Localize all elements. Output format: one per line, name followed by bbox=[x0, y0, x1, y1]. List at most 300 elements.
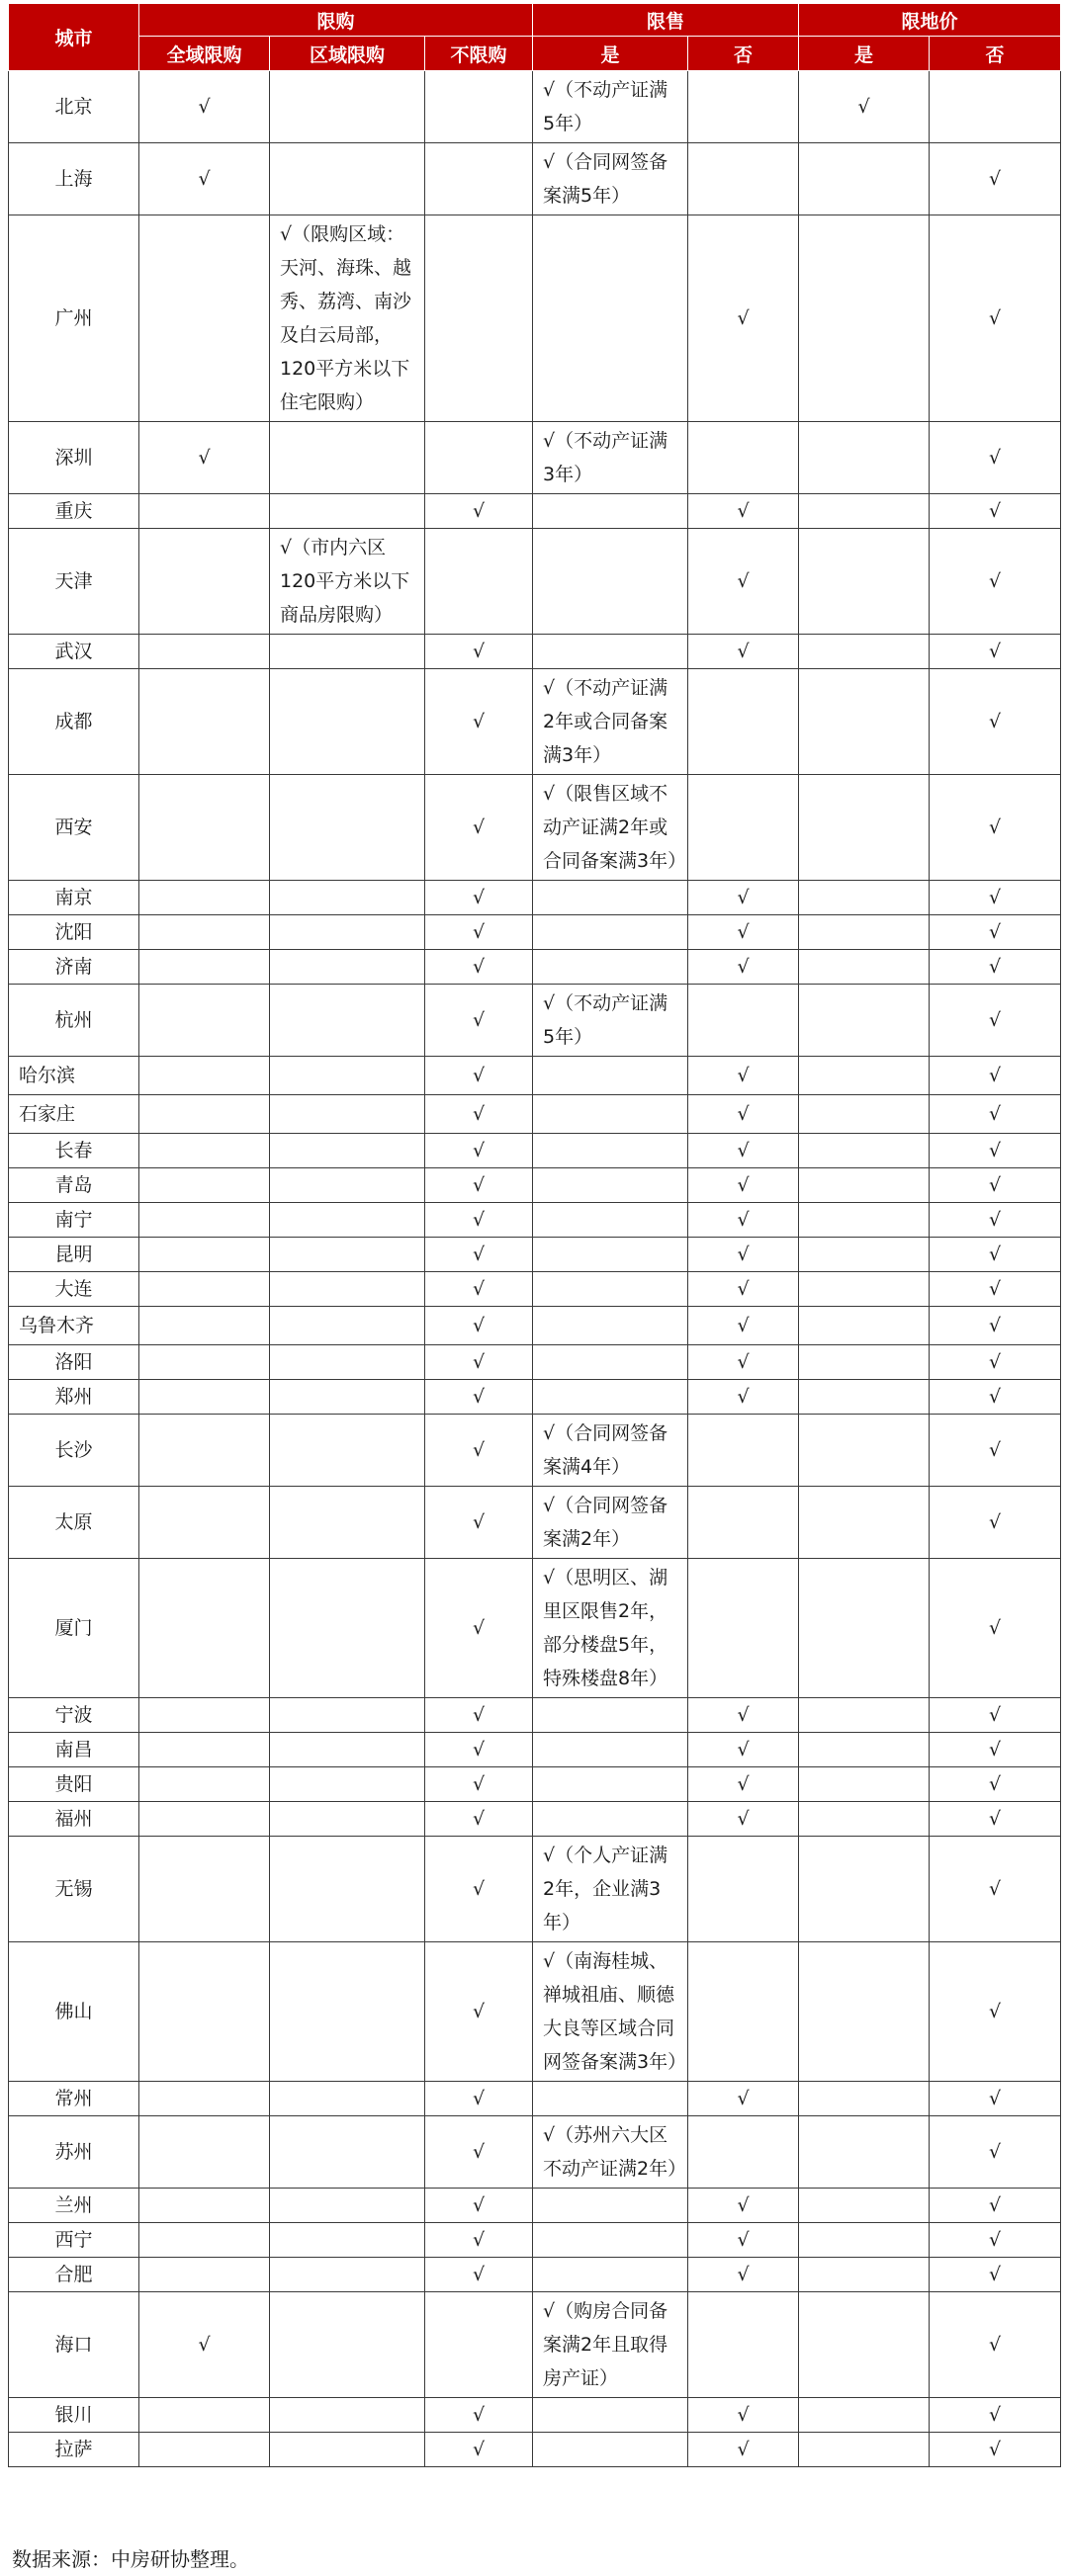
full-area-cell bbox=[139, 215, 270, 422]
partial-area-cell bbox=[270, 915, 425, 950]
full-area-cell bbox=[139, 1380, 270, 1415]
sale-limit-no-cell: √ bbox=[688, 2258, 799, 2292]
partial-area-cell bbox=[270, 2258, 425, 2292]
city-cell: 北京 bbox=[9, 71, 139, 143]
sale-limit-no-cell bbox=[688, 669, 799, 775]
header-purchase-limit: 限购 bbox=[139, 4, 533, 37]
land-limit-no-cell: √ bbox=[930, 985, 1061, 1057]
sale-limit-no-cell bbox=[688, 1415, 799, 1487]
no-limit-cell: √ bbox=[425, 1203, 533, 1238]
sale-limit-yes-cell bbox=[533, 215, 688, 422]
land-limit-no-cell: √ bbox=[930, 2433, 1061, 2467]
header-partial-area: 区域限购 bbox=[270, 37, 425, 71]
table-row bbox=[9, 1942, 1061, 2082]
sale-limit-no-cell: √ bbox=[688, 1802, 799, 1837]
partial-area-cell bbox=[270, 1559, 425, 1698]
sale-limit-no-cell: √ bbox=[688, 1345, 799, 1380]
sale-limit-no-cell: √ bbox=[688, 529, 799, 635]
full-area-cell bbox=[139, 915, 270, 950]
sale-limit-yes-cell bbox=[533, 1238, 688, 1272]
no-limit-cell bbox=[425, 529, 533, 635]
sale-limit-yes-cell: √（合同网签备案满2年） bbox=[533, 1487, 688, 1559]
table-row bbox=[9, 1837, 1061, 1942]
table-row bbox=[9, 915, 1061, 950]
full-area-cell bbox=[139, 2082, 270, 2116]
sale-limit-no-cell: √ bbox=[688, 215, 799, 422]
sale-limit-no-cell: √ bbox=[688, 1203, 799, 1238]
city-cell: 佛山 bbox=[9, 1942, 139, 2082]
table-row bbox=[9, 1095, 1061, 1134]
partial-area-cell bbox=[270, 2082, 425, 2116]
header-full-area: 全域限购 bbox=[139, 37, 270, 71]
sale-limit-yes-cell bbox=[533, 1380, 688, 1415]
sale-limit-no-cell: √ bbox=[688, 1698, 799, 1733]
no-limit-cell: √ bbox=[425, 1057, 533, 1095]
sale-limit-yes-cell bbox=[533, 1095, 688, 1134]
sale-limit-yes-cell bbox=[533, 2433, 688, 2467]
table-row bbox=[9, 950, 1061, 985]
land-limit-no-cell: √ bbox=[930, 1095, 1061, 1134]
sale-limit-yes-cell bbox=[533, 2223, 688, 2258]
city-cell: 广州 bbox=[9, 215, 139, 422]
no-limit-cell: √ bbox=[425, 2082, 533, 2116]
sale-limit-yes-cell bbox=[533, 2082, 688, 2116]
city-cell: 银川 bbox=[9, 2398, 139, 2433]
table-row bbox=[9, 1380, 1061, 1415]
partial-area-cell bbox=[270, 1802, 425, 1837]
land-limit-no-cell: √ bbox=[930, 1345, 1061, 1380]
sale-limit-no-cell: √ bbox=[688, 1134, 799, 1168]
no-limit-cell: √ bbox=[425, 635, 533, 669]
no-limit-cell: √ bbox=[425, 2223, 533, 2258]
city-cell: 青岛 bbox=[9, 1168, 139, 1203]
sale-limit-yes-cell: √（购房合同备案满2年且取得房产证） bbox=[533, 2292, 688, 2398]
sale-limit-yes-cell bbox=[533, 1767, 688, 1802]
partial-area-cell bbox=[270, 494, 425, 529]
table-row bbox=[9, 529, 1061, 635]
land-limit-no-cell: √ bbox=[930, 2258, 1061, 2292]
full-area-cell bbox=[139, 2398, 270, 2433]
no-limit-cell: √ bbox=[425, 950, 533, 985]
table-row bbox=[9, 1698, 1061, 1733]
land-limit-yes-cell bbox=[799, 1487, 930, 1559]
city-cell: 宁波 bbox=[9, 1698, 139, 1733]
city-cell: 长春 bbox=[9, 1134, 139, 1168]
table-row bbox=[9, 215, 1061, 422]
land-limit-yes-cell bbox=[799, 1942, 930, 2082]
sale-limit-no-cell bbox=[688, 2116, 799, 2189]
sale-limit-no-cell: √ bbox=[688, 635, 799, 669]
city-cell: 贵阳 bbox=[9, 1767, 139, 1802]
sale-limit-yes-cell bbox=[533, 2398, 688, 2433]
land-limit-yes-cell bbox=[799, 635, 930, 669]
partial-area-cell bbox=[270, 2398, 425, 2433]
land-limit-yes-cell bbox=[799, 1272, 930, 1307]
table-row bbox=[9, 2189, 1061, 2223]
sale-limit-yes-cell bbox=[533, 2189, 688, 2223]
sale-limit-yes-cell: √（思明区、湖里区限售2年，部分楼盘5年，特殊楼盘8年） bbox=[533, 1559, 688, 1698]
partial-area-cell bbox=[270, 881, 425, 915]
land-limit-yes-cell bbox=[799, 529, 930, 635]
table-row bbox=[9, 669, 1061, 775]
city-cell: 合肥 bbox=[9, 2258, 139, 2292]
sale-limit-yes-cell bbox=[533, 1698, 688, 1733]
sale-limit-no-cell bbox=[688, 1487, 799, 1559]
land-limit-yes-cell bbox=[799, 915, 930, 950]
sale-limit-yes-cell: √（不动产证满2年或合同备案满3年） bbox=[533, 669, 688, 775]
partial-area-cell: √（限购区域：天河、海珠、越秀、荔湾、南沙及白云局部，120平方米以下住宅限购） bbox=[270, 215, 425, 422]
sale-limit-yes-cell bbox=[533, 635, 688, 669]
sale-limit-yes-cell bbox=[533, 2258, 688, 2292]
city-housing-policy-table bbox=[8, 3, 1061, 2467]
land-limit-yes-cell bbox=[799, 669, 930, 775]
data-source-note: 数据来源：中房研协整理。 bbox=[12, 2547, 249, 2571]
sale-limit-no-cell: √ bbox=[688, 2433, 799, 2467]
land-limit-no-cell: √ bbox=[930, 1057, 1061, 1095]
sale-limit-yes-cell: √（南海桂城、禅城祖庙、顺德大良等区域合同网签备案满3年） bbox=[533, 1942, 688, 2082]
land-limit-no-cell: √ bbox=[930, 1487, 1061, 1559]
land-limit-no-cell: √ bbox=[930, 1942, 1061, 2082]
land-limit-no-cell: √ bbox=[930, 1698, 1061, 1733]
land-limit-no-cell: √ bbox=[930, 1238, 1061, 1272]
full-area-cell: √ bbox=[139, 422, 270, 494]
full-area-cell bbox=[139, 1767, 270, 1802]
no-limit-cell: √ bbox=[425, 1307, 533, 1345]
full-area-cell bbox=[139, 985, 270, 1057]
city-cell: 济南 bbox=[9, 950, 139, 985]
land-limit-no-cell: √ bbox=[930, 2398, 1061, 2433]
partial-area-cell bbox=[270, 985, 425, 1057]
no-limit-cell: √ bbox=[425, 775, 533, 881]
no-limit-cell bbox=[425, 143, 533, 215]
land-limit-yes-cell bbox=[799, 2292, 930, 2398]
partial-area-cell bbox=[270, 1134, 425, 1168]
sale-limit-yes-cell bbox=[533, 1168, 688, 1203]
sale-limit-yes-cell: √（限售区域不动产证满2年或合同备案满3年） bbox=[533, 775, 688, 881]
land-limit-no-cell bbox=[930, 71, 1061, 143]
sale-limit-no-cell: √ bbox=[688, 1380, 799, 1415]
land-limit-no-cell: √ bbox=[930, 669, 1061, 775]
table-row bbox=[9, 1345, 1061, 1380]
land-limit-yes-cell bbox=[799, 2258, 930, 2292]
full-area-cell bbox=[139, 1095, 270, 1134]
sale-limit-yes-cell: √（合同网签备案满5年） bbox=[533, 143, 688, 215]
header-no-limit: 不限购 bbox=[425, 37, 533, 71]
land-limit-yes-cell bbox=[799, 1168, 930, 1203]
land-limit-no-cell: √ bbox=[930, 1272, 1061, 1307]
table-row bbox=[9, 1733, 1061, 1767]
no-limit-cell: √ bbox=[425, 1837, 533, 1942]
no-limit-cell: √ bbox=[425, 1095, 533, 1134]
no-limit-cell: √ bbox=[425, 2116, 533, 2189]
land-limit-no-cell: √ bbox=[930, 2082, 1061, 2116]
city-cell: 西安 bbox=[9, 775, 139, 881]
full-area-cell bbox=[139, 2223, 270, 2258]
land-limit-no-cell: √ bbox=[930, 1380, 1061, 1415]
partial-area-cell bbox=[270, 1733, 425, 1767]
no-limit-cell bbox=[425, 215, 533, 422]
city-cell: 兰州 bbox=[9, 2189, 139, 2223]
city-cell: 厦门 bbox=[9, 1559, 139, 1698]
full-area-cell bbox=[139, 1837, 270, 1942]
city-cell: 南昌 bbox=[9, 1733, 139, 1767]
land-limit-yes-cell bbox=[799, 1203, 930, 1238]
partial-area-cell bbox=[270, 1272, 425, 1307]
city-cell: 长沙 bbox=[9, 1415, 139, 1487]
partial-area-cell bbox=[270, 1380, 425, 1415]
partial-area-cell bbox=[270, 1095, 425, 1134]
land-limit-yes-cell bbox=[799, 1095, 930, 1134]
sale-limit-yes-cell: √（不动产证满5年） bbox=[533, 985, 688, 1057]
city-cell: 南京 bbox=[9, 881, 139, 915]
city-cell: 西宁 bbox=[9, 2223, 139, 2258]
table-row bbox=[9, 1559, 1061, 1698]
land-limit-no-cell: √ bbox=[930, 1733, 1061, 1767]
no-limit-cell: √ bbox=[425, 1168, 533, 1203]
land-limit-no-cell: √ bbox=[930, 494, 1061, 529]
sale-limit-no-cell: √ bbox=[688, 2398, 799, 2433]
sale-limit-yes-cell: √（苏州六大区不动产证满2年） bbox=[533, 2116, 688, 2189]
land-limit-no-cell: √ bbox=[930, 1559, 1061, 1698]
city-cell: 乌鲁木齐 bbox=[9, 1307, 139, 1345]
full-area-cell bbox=[139, 1307, 270, 1345]
no-limit-cell: √ bbox=[425, 1487, 533, 1559]
full-area-cell bbox=[139, 1559, 270, 1698]
table-header bbox=[9, 4, 1061, 71]
no-limit-cell bbox=[425, 71, 533, 143]
city-cell: 天津 bbox=[9, 529, 139, 635]
sale-limit-no-cell: √ bbox=[688, 1733, 799, 1767]
land-limit-yes-cell bbox=[799, 1415, 930, 1487]
land-limit-yes-cell bbox=[799, 1767, 930, 1802]
no-limit-cell: √ bbox=[425, 1380, 533, 1415]
full-area-cell bbox=[139, 1345, 270, 1380]
land-limit-no-cell: √ bbox=[930, 1802, 1061, 1837]
full-area-cell bbox=[139, 1238, 270, 1272]
city-cell: 杭州 bbox=[9, 985, 139, 1057]
partial-area-cell bbox=[270, 1203, 425, 1238]
table-body bbox=[9, 71, 1061, 2467]
sale-limit-yes-cell bbox=[533, 1733, 688, 1767]
sale-limit-no-cell: √ bbox=[688, 1307, 799, 1345]
city-cell: 成都 bbox=[9, 669, 139, 775]
full-area-cell bbox=[139, 950, 270, 985]
table-row bbox=[9, 2116, 1061, 2189]
no-limit-cell: √ bbox=[425, 1733, 533, 1767]
full-area-cell bbox=[139, 1203, 270, 1238]
no-limit-cell: √ bbox=[425, 1345, 533, 1380]
land-limit-yes-cell bbox=[799, 1698, 930, 1733]
sale-limit-no-cell: √ bbox=[688, 2082, 799, 2116]
city-cell: 哈尔滨 bbox=[9, 1057, 139, 1095]
city-cell: 重庆 bbox=[9, 494, 139, 529]
no-limit-cell: √ bbox=[425, 2189, 533, 2223]
city-cell: 武汉 bbox=[9, 635, 139, 669]
land-limit-yes-cell bbox=[799, 985, 930, 1057]
sale-limit-yes-cell bbox=[533, 1057, 688, 1095]
header-land-price-limit: 限地价 bbox=[799, 4, 1061, 37]
table-row bbox=[9, 1487, 1061, 1559]
land-limit-yes-cell bbox=[799, 1345, 930, 1380]
sale-limit-no-cell: √ bbox=[688, 915, 799, 950]
partial-area-cell bbox=[270, 1345, 425, 1380]
land-limit-yes-cell bbox=[799, 2223, 930, 2258]
land-limit-no-cell: √ bbox=[930, 1415, 1061, 1487]
table-row bbox=[9, 1415, 1061, 1487]
full-area-cell bbox=[139, 1487, 270, 1559]
full-area-cell bbox=[139, 2258, 270, 2292]
city-cell: 拉萨 bbox=[9, 2433, 139, 2467]
land-limit-yes-cell bbox=[799, 775, 930, 881]
partial-area-cell bbox=[270, 775, 425, 881]
land-limit-yes-cell bbox=[799, 1238, 930, 1272]
partial-area-cell bbox=[270, 2433, 425, 2467]
partial-area-cell bbox=[270, 1767, 425, 1802]
sale-limit-no-cell bbox=[688, 1559, 799, 1698]
sale-limit-no-cell: √ bbox=[688, 1168, 799, 1203]
table-row bbox=[9, 1134, 1061, 1168]
sale-limit-no-cell bbox=[688, 2292, 799, 2398]
full-area-cell bbox=[139, 1802, 270, 1837]
header-city: 城市 bbox=[9, 4, 139, 71]
partial-area-cell bbox=[270, 1238, 425, 1272]
full-area-cell bbox=[139, 494, 270, 529]
header-land-yes: 是 bbox=[799, 37, 930, 71]
partial-area-cell bbox=[270, 2189, 425, 2223]
header-sale-limit: 限售 bbox=[533, 4, 799, 37]
city-cell: 上海 bbox=[9, 143, 139, 215]
table-row bbox=[9, 143, 1061, 215]
no-limit-cell: √ bbox=[425, 915, 533, 950]
full-area-cell bbox=[139, 881, 270, 915]
sale-limit-yes-cell bbox=[533, 1802, 688, 1837]
no-limit-cell: √ bbox=[425, 1238, 533, 1272]
city-cell: 沈阳 bbox=[9, 915, 139, 950]
sale-limit-no-cell: √ bbox=[688, 494, 799, 529]
full-area-cell: √ bbox=[139, 2292, 270, 2398]
table-row bbox=[9, 1057, 1061, 1095]
partial-area-cell bbox=[270, 2223, 425, 2258]
sale-limit-yes-cell: √（不动产证满5年） bbox=[533, 71, 688, 143]
sale-limit-yes-cell bbox=[533, 1272, 688, 1307]
table-row bbox=[9, 2082, 1061, 2116]
sale-limit-yes-cell: √（不动产证满3年） bbox=[533, 422, 688, 494]
land-limit-yes-cell bbox=[799, 1307, 930, 1345]
sale-limit-no-cell: √ bbox=[688, 1767, 799, 1802]
sale-limit-no-cell: √ bbox=[688, 950, 799, 985]
table-row bbox=[9, 1203, 1061, 1238]
table-row bbox=[9, 1168, 1061, 1203]
table-row bbox=[9, 881, 1061, 915]
table-row bbox=[9, 2223, 1061, 2258]
land-limit-no-cell: √ bbox=[930, 881, 1061, 915]
partial-area-cell bbox=[270, 1415, 425, 1487]
partial-area-cell bbox=[270, 1942, 425, 2082]
sale-limit-yes-cell bbox=[533, 494, 688, 529]
sale-limit-no-cell: √ bbox=[688, 1057, 799, 1095]
city-cell: 福州 bbox=[9, 1802, 139, 1837]
partial-area-cell bbox=[270, 635, 425, 669]
land-limit-yes-cell bbox=[799, 2433, 930, 2467]
table-row bbox=[9, 2292, 1061, 2398]
land-limit-yes-cell bbox=[799, 215, 930, 422]
sale-limit-yes-cell bbox=[533, 1203, 688, 1238]
land-limit-yes-cell bbox=[799, 1837, 930, 1942]
land-limit-no-cell: √ bbox=[930, 915, 1061, 950]
land-limit-yes-cell bbox=[799, 1380, 930, 1415]
land-limit-yes-cell bbox=[799, 1802, 930, 1837]
land-limit-yes-cell bbox=[799, 422, 930, 494]
table-row bbox=[9, 985, 1061, 1057]
city-cell: 南宁 bbox=[9, 1203, 139, 1238]
header-sale-no: 否 bbox=[688, 37, 799, 71]
sale-limit-yes-cell: √（个人产证满2年，企业满3年） bbox=[533, 1837, 688, 1942]
no-limit-cell: √ bbox=[425, 1802, 533, 1837]
city-cell: 昆明 bbox=[9, 1238, 139, 1272]
header-sale-yes: 是 bbox=[533, 37, 688, 71]
table-row bbox=[9, 1238, 1061, 1272]
partial-area-cell bbox=[270, 1057, 425, 1095]
sale-limit-no-cell: √ bbox=[688, 2189, 799, 2223]
partial-area-cell bbox=[270, 2292, 425, 2398]
partial-area-cell bbox=[270, 143, 425, 215]
full-area-cell bbox=[139, 1057, 270, 1095]
land-limit-no-cell: √ bbox=[930, 1134, 1061, 1168]
table-row bbox=[9, 1307, 1061, 1345]
partial-area-cell bbox=[270, 422, 425, 494]
full-area-cell: √ bbox=[139, 71, 270, 143]
sale-limit-yes-cell bbox=[533, 1134, 688, 1168]
sale-limit-yes-cell bbox=[533, 529, 688, 635]
no-limit-cell: √ bbox=[425, 2258, 533, 2292]
land-limit-no-cell: √ bbox=[930, 1203, 1061, 1238]
land-limit-yes-cell bbox=[799, 2189, 930, 2223]
land-limit-no-cell: √ bbox=[930, 2189, 1061, 2223]
full-area-cell bbox=[139, 635, 270, 669]
sale-limit-no-cell bbox=[688, 985, 799, 1057]
city-cell: 深圳 bbox=[9, 422, 139, 494]
table-row bbox=[9, 71, 1061, 143]
full-area-cell: √ bbox=[139, 143, 270, 215]
no-limit-cell: √ bbox=[425, 1942, 533, 2082]
city-cell: 太原 bbox=[9, 1487, 139, 1559]
sale-limit-no-cell bbox=[688, 143, 799, 215]
partial-area-cell bbox=[270, 1307, 425, 1345]
land-limit-yes-cell bbox=[799, 1559, 930, 1698]
land-limit-yes-cell bbox=[799, 1057, 930, 1095]
table-row bbox=[9, 1767, 1061, 1802]
land-limit-yes-cell bbox=[799, 1733, 930, 1767]
land-limit-no-cell: √ bbox=[930, 1767, 1061, 1802]
land-limit-no-cell: √ bbox=[930, 1168, 1061, 1203]
full-area-cell bbox=[139, 1134, 270, 1168]
no-limit-cell bbox=[425, 2292, 533, 2398]
sale-limit-yes-cell bbox=[533, 950, 688, 985]
table-row bbox=[9, 635, 1061, 669]
sale-limit-yes-cell bbox=[533, 1307, 688, 1345]
no-limit-cell: √ bbox=[425, 1134, 533, 1168]
sale-limit-no-cell: √ bbox=[688, 1095, 799, 1134]
full-area-cell bbox=[139, 1272, 270, 1307]
header-land-no: 否 bbox=[930, 37, 1061, 71]
sale-limit-no-cell: √ bbox=[688, 881, 799, 915]
partial-area-cell bbox=[270, 2116, 425, 2189]
no-limit-cell: √ bbox=[425, 985, 533, 1057]
land-limit-yes-cell bbox=[799, 2398, 930, 2433]
sale-limit-yes-cell: √（合同网签备案满4年） bbox=[533, 1415, 688, 1487]
partial-area-cell bbox=[270, 669, 425, 775]
table-row bbox=[9, 1272, 1061, 1307]
